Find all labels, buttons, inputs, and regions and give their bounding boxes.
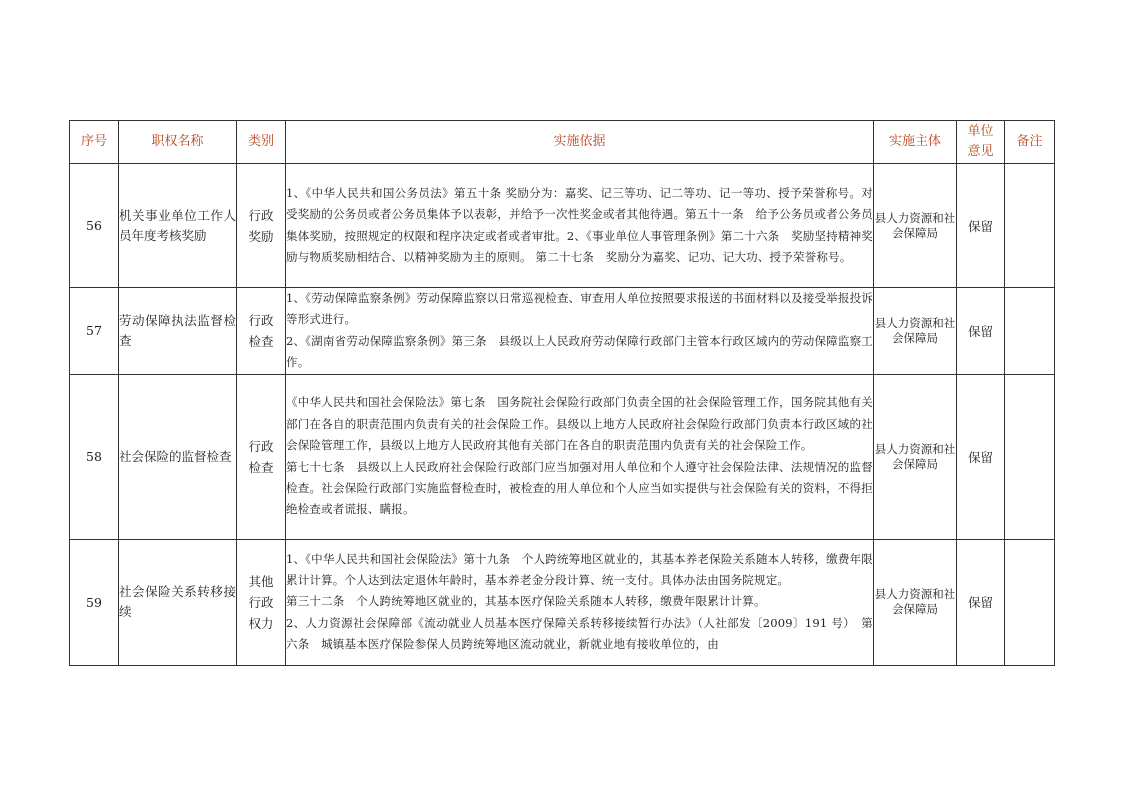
table-header-row bbox=[70, 121, 1055, 164]
row-category-line3: 权力 bbox=[248, 615, 274, 631]
row-subject: 县人力资源和社会保障局 bbox=[874, 374, 957, 539]
header-subject: 实施主体 bbox=[874, 121, 957, 164]
row-remark bbox=[1005, 374, 1055, 539]
table-row bbox=[70, 374, 1055, 539]
basis-paragraph: 2、《湖南省劳动保障监察条例》第三条 县级以上人民政府劳动保障行政部门主管本行政区域内的劳动保障监察工作。 bbox=[286, 333, 873, 370]
basis-paragraph: 2、人力资源社会保障部《流动就业人员基本医疗保障关系转移接续暂行办法》（人社部发〔2009〕191 号） 第六条 城镇基本医疗保险参保人员跨统筹地区流动就业，新就业地有接收单位的，由 bbox=[286, 615, 873, 652]
row-opinion: 保留 bbox=[957, 164, 1005, 288]
basis-paragraph: 《中华人民共和国社会保险法》第七条 国务院社会保险行政部门负责全国的社会保险管理工作，国务院其他有关部门在各自的职责范围内负责有关的社会保险工作。县级以上地方人民政府社会保险行政部门负责本行政区域的社会保险管理工作，县级以上地方人民政府其他有关部门在各自的职责范围内负责有关的社会保险工作。 bbox=[286, 395, 873, 453]
row-name: 社会保险的监督检查 bbox=[119, 374, 237, 539]
header-remark: 备注 bbox=[1005, 121, 1055, 164]
basis-paragraph: 第七十七条 县级以上人民政府社会保险行政部门应当加强对用人单位和个人遵守社会保险法律、法规情况的监督检查。社会保险行政部门实施监督检查时，被检查的用人单位和个人应当如实提供与社会保险有关的资料，不得拒绝检查或者谎报、瞒报。 bbox=[286, 459, 873, 517]
row-subject: 县人力资源和社会保障局 bbox=[874, 539, 957, 665]
row-category-line2: 检查 bbox=[248, 459, 274, 475]
row-category bbox=[237, 374, 286, 539]
row-category-line1: 其他 bbox=[248, 573, 274, 589]
row-category bbox=[237, 539, 286, 665]
row-subject: 县人力资源和社会保障局 bbox=[874, 288, 957, 375]
row-category-line1: 行政 bbox=[248, 312, 274, 328]
row-basis bbox=[286, 288, 874, 375]
header-category: 类别 bbox=[237, 121, 286, 164]
row-category-line2: 奖励 bbox=[248, 228, 274, 244]
header-opinion-line1: 单位 bbox=[967, 124, 994, 139]
row-opinion: 保留 bbox=[957, 539, 1005, 665]
row-remark bbox=[1005, 539, 1055, 665]
row-no: 56 bbox=[70, 164, 119, 288]
row-category-line2: 检查 bbox=[248, 333, 274, 349]
row-subject: 县人力资源和社会保障局 bbox=[874, 164, 957, 288]
authority-table bbox=[69, 120, 1055, 666]
table-row bbox=[70, 288, 1055, 375]
table-row bbox=[70, 539, 1055, 665]
row-category-line2: 行政 bbox=[248, 594, 274, 610]
row-opinion: 保留 bbox=[957, 374, 1005, 539]
row-category bbox=[237, 288, 286, 375]
row-category-line1: 行政 bbox=[248, 438, 274, 454]
header-opinion bbox=[957, 121, 1005, 164]
header-no: 序号 bbox=[70, 121, 119, 164]
row-no: 59 bbox=[70, 539, 119, 665]
basis-paragraph: 1、《中华人民共和国社会保险法》第十九条 个人跨统筹地区就业的，其基本养老保险关系随本人转移，缴费年限累计计算。个人达到法定退休年龄时，基本养老金分段计算、统一支付。具体办法由国务院规定。 bbox=[286, 551, 873, 588]
header-opinion-line2: 意见 bbox=[967, 144, 994, 159]
row-category bbox=[237, 164, 286, 288]
row-name: 机关事业单位工作人员年度考核奖励 bbox=[119, 164, 237, 288]
basis-paragraph: 1、《中华人民共和国公务员法》第五十条 奖励分为：嘉奖、记三等功、记二等功、记一等功、授予荣誉称号。对受奖励的公务员或者公务员集体予以表彰，并给予一次性奖金或者其他待遇。第五十一条 给予公务员或者公务员集体奖励，按照规定的权限和程序决定或者或者审批。2、《事业单位人事管理条例》第二十六条 奖励坚持精神奖励与物质奖励相结合、以精神奖励为主的原则。 第二十七条 奖励分为嘉奖、记功、记大功、授予荣誉称号。 bbox=[286, 185, 873, 264]
basis-paragraph: 1、《劳动保障监察条例》劳动保障监察以日常巡视检查、审查用人单位按照要求报送的书面材料以及接受举报投诉等形式进行。 bbox=[286, 291, 873, 327]
row-remark bbox=[1005, 288, 1055, 375]
row-basis bbox=[286, 539, 874, 665]
row-category-line1: 行政 bbox=[248, 207, 274, 223]
header-basis: 实施依据 bbox=[286, 121, 874, 164]
header-name: 职权名称 bbox=[119, 121, 237, 164]
row-basis bbox=[286, 374, 874, 539]
row-name: 社会保险关系转移接续 bbox=[119, 539, 237, 665]
row-name: 劳动保障执法监督检查 bbox=[119, 288, 237, 375]
row-opinion: 保留 bbox=[957, 288, 1005, 375]
basis-paragraph: 第三十二条 个人跨统筹地区就业的，其基本医疗保险关系随本人转移，缴费年限累计计算。 bbox=[286, 594, 766, 609]
row-no: 58 bbox=[70, 374, 119, 539]
table-row bbox=[70, 164, 1055, 288]
row-remark bbox=[1005, 164, 1055, 288]
row-no: 57 bbox=[70, 288, 119, 375]
row-basis bbox=[286, 164, 874, 288]
